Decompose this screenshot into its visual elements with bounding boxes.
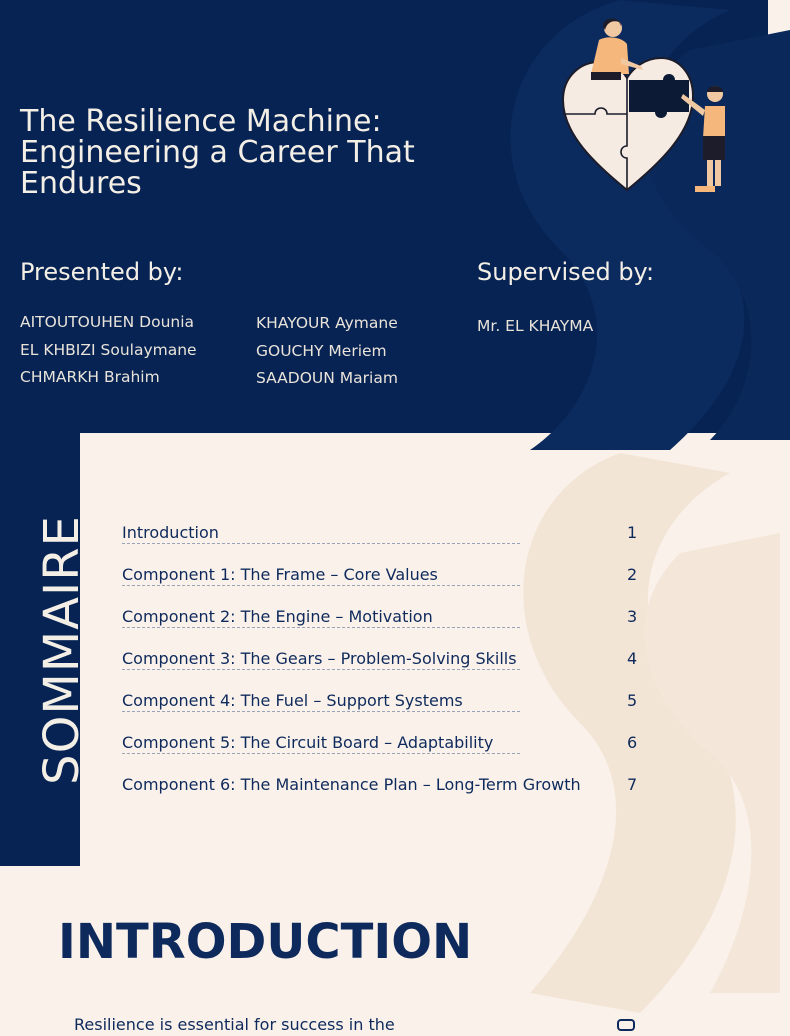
toc-dotted-rule xyxy=(122,543,520,544)
cover-section xyxy=(0,0,768,433)
presented-by-label: Presented by: xyxy=(20,258,184,286)
toc-page-number: 3 xyxy=(627,607,638,626)
toc-entry-label[interactable]: Component 3: The Gears – Problem-Solving Skills xyxy=(122,649,517,668)
toc-page-number: 6 xyxy=(627,733,638,752)
heart-puzzle-illustration xyxy=(555,14,735,196)
presenter-name: GOUCHY Meriem xyxy=(256,341,387,360)
toc-dotted-rule xyxy=(122,585,520,586)
presenter-name: AITOUTOUHEN Dounia xyxy=(20,313,195,331)
toc-entry[interactable] xyxy=(122,518,652,560)
presenter-name: EL KHBIZI Soulaymane xyxy=(20,340,197,359)
supervised-by-label: Supervised by: xyxy=(477,258,655,286)
introduction-text: Resilience is essential for success in the xyxy=(74,1015,395,1034)
supervisor-name: Mr. EL KHAYMA xyxy=(477,317,594,335)
presenter-name: KHAYOUR Aymane xyxy=(256,314,398,332)
presentation-title: The Resilience Machine: Engineering a Career That Endures xyxy=(20,104,415,201)
toc-dotted-rule xyxy=(122,753,520,754)
presenter-name: SAADOUN Mariam xyxy=(256,369,398,387)
toc-page-number: 7 xyxy=(627,775,638,794)
toc-entry[interactable] xyxy=(122,728,652,770)
toc-entry-label[interactable]: Component 6: The Maintenance Plan – Long-Term Growth xyxy=(122,775,581,794)
introduction-heading: INTRODUCTION xyxy=(58,914,473,970)
toc-entry[interactable] xyxy=(122,602,652,644)
presenters-column-2 xyxy=(256,310,398,393)
sommaire-title: SOMMAIRE xyxy=(34,515,90,785)
presenters-column-1 xyxy=(20,309,197,392)
toc-entry-label[interactable]: Introduction xyxy=(122,523,219,542)
toc-dotted-rule xyxy=(122,669,520,670)
toc-dotted-rule xyxy=(122,627,520,628)
toc-entry[interactable] xyxy=(122,644,652,686)
toc-entry[interactable] xyxy=(122,560,652,602)
toc-page-number: 2 xyxy=(627,565,638,584)
table-of-contents xyxy=(122,518,652,812)
toc-page-number: 5 xyxy=(627,691,638,710)
toc-dotted-rule xyxy=(122,711,520,712)
toc-entry-label[interactable]: Component 4: The Fuel – Support Systems xyxy=(122,691,463,710)
toc-entry[interactable] xyxy=(122,686,652,728)
toc-page-number: 4 xyxy=(627,649,638,668)
toc-entry[interactable] xyxy=(122,770,652,812)
toc-entry-label[interactable]: Component 2: The Engine – Motivation xyxy=(122,607,433,626)
toc-page-number: 1 xyxy=(627,523,638,542)
comment-icon xyxy=(617,1019,635,1031)
toc-entry-label[interactable]: Component 1: The Frame – Core Values xyxy=(122,565,438,584)
presenter-name: CHMARKH Brahim xyxy=(20,368,160,386)
toc-entry-label[interactable]: Component 5: The Circuit Board – Adaptability xyxy=(122,733,494,752)
